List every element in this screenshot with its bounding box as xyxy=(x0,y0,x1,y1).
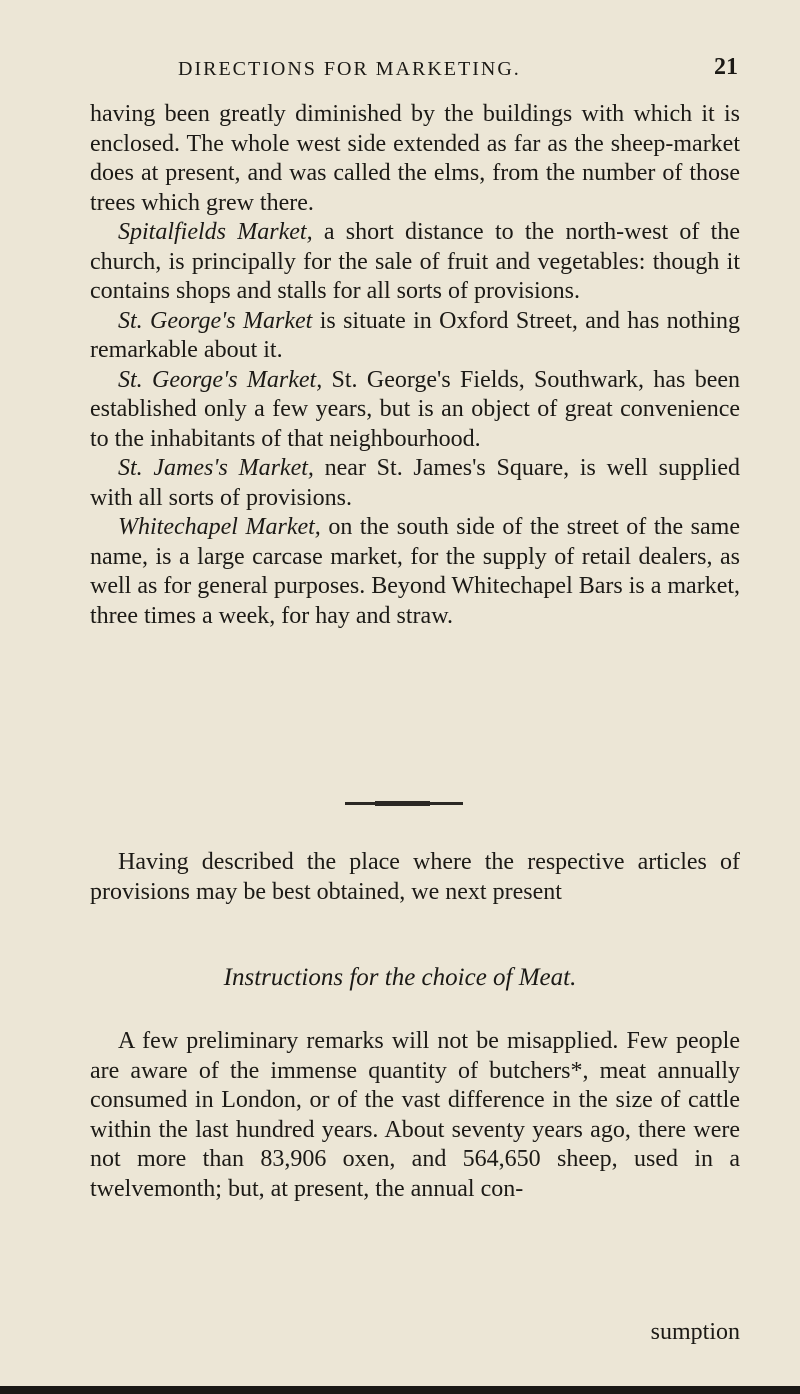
paragraph xyxy=(90,218,740,307)
paragraph-text: is situate in Oxford Street, and has nothing remarkable about it. xyxy=(90,307,741,363)
section-heading: Instructions for the choice of Meat. xyxy=(223,964,577,991)
paragraph-text: a short distance to the north-west of the church, is principally for the sale of fruit and vegetables: though it contains shops and stalls for all sorts of provisions. xyxy=(90,219,740,304)
market-name: St. George's Market, xyxy=(118,366,323,393)
page-number: 21 xyxy=(714,54,738,80)
market-name: St. James's Market, xyxy=(118,455,314,481)
intro-text xyxy=(90,848,740,907)
catchword: sumption xyxy=(650,1319,740,1345)
market-name: Whitechapel Market, xyxy=(118,514,321,540)
intro-paragraph: Having described the place where the respective articles of provisions may be best obtained, we next present xyxy=(90,849,740,905)
section-divider xyxy=(345,802,463,805)
page-bottom-edge xyxy=(0,1386,800,1394)
paragraph-text: having been greatly diminished by the buildings with which it is enclosed. The whole west side extended as far as the sheep-market does at present, and was called the elms, from the number of those trees which grew there. xyxy=(90,101,740,216)
paragraph xyxy=(90,307,740,366)
paragraph-text: near St. James's Square, is well supplied with all sorts of provisions. xyxy=(90,455,741,511)
market-name: Spitalfields Market, xyxy=(118,219,313,245)
paragraph xyxy=(90,366,740,455)
paragraph xyxy=(90,513,740,631)
paragraph xyxy=(90,454,740,513)
running-head-title: DIRECTIONS FOR MARKETING. xyxy=(178,58,521,80)
market-name: St. George's Market xyxy=(118,307,313,334)
paragraph-text: St. George's Fields, Southwark, has been established only a few years, but is an object of great convenience to the inhabitants of that neighbourhood. xyxy=(90,366,740,452)
paragraph xyxy=(90,100,740,218)
closing-text xyxy=(90,1027,740,1204)
running-head xyxy=(178,54,738,81)
paragraph-text: on the south side of the street of the same name, is a large carcase market, for the supply of retail dealers, as well as for general purposes. Beyond Whitechapel Bars is a market, three times a week, for hay and straw. xyxy=(90,514,741,629)
closing-paragraph: A few preliminary remarks will not be misapplied. Few people are aware of the immense quantity of butchers*, meat annually consumed in London, or of the vast difference in the size of cattle within the last hundred years. About seventy years ago, there were not more than 83,906 oxen, and 564,650 sheep, used in a twelvemonth; but, at present, the annual con- xyxy=(90,1028,740,1202)
body-text xyxy=(90,100,740,631)
